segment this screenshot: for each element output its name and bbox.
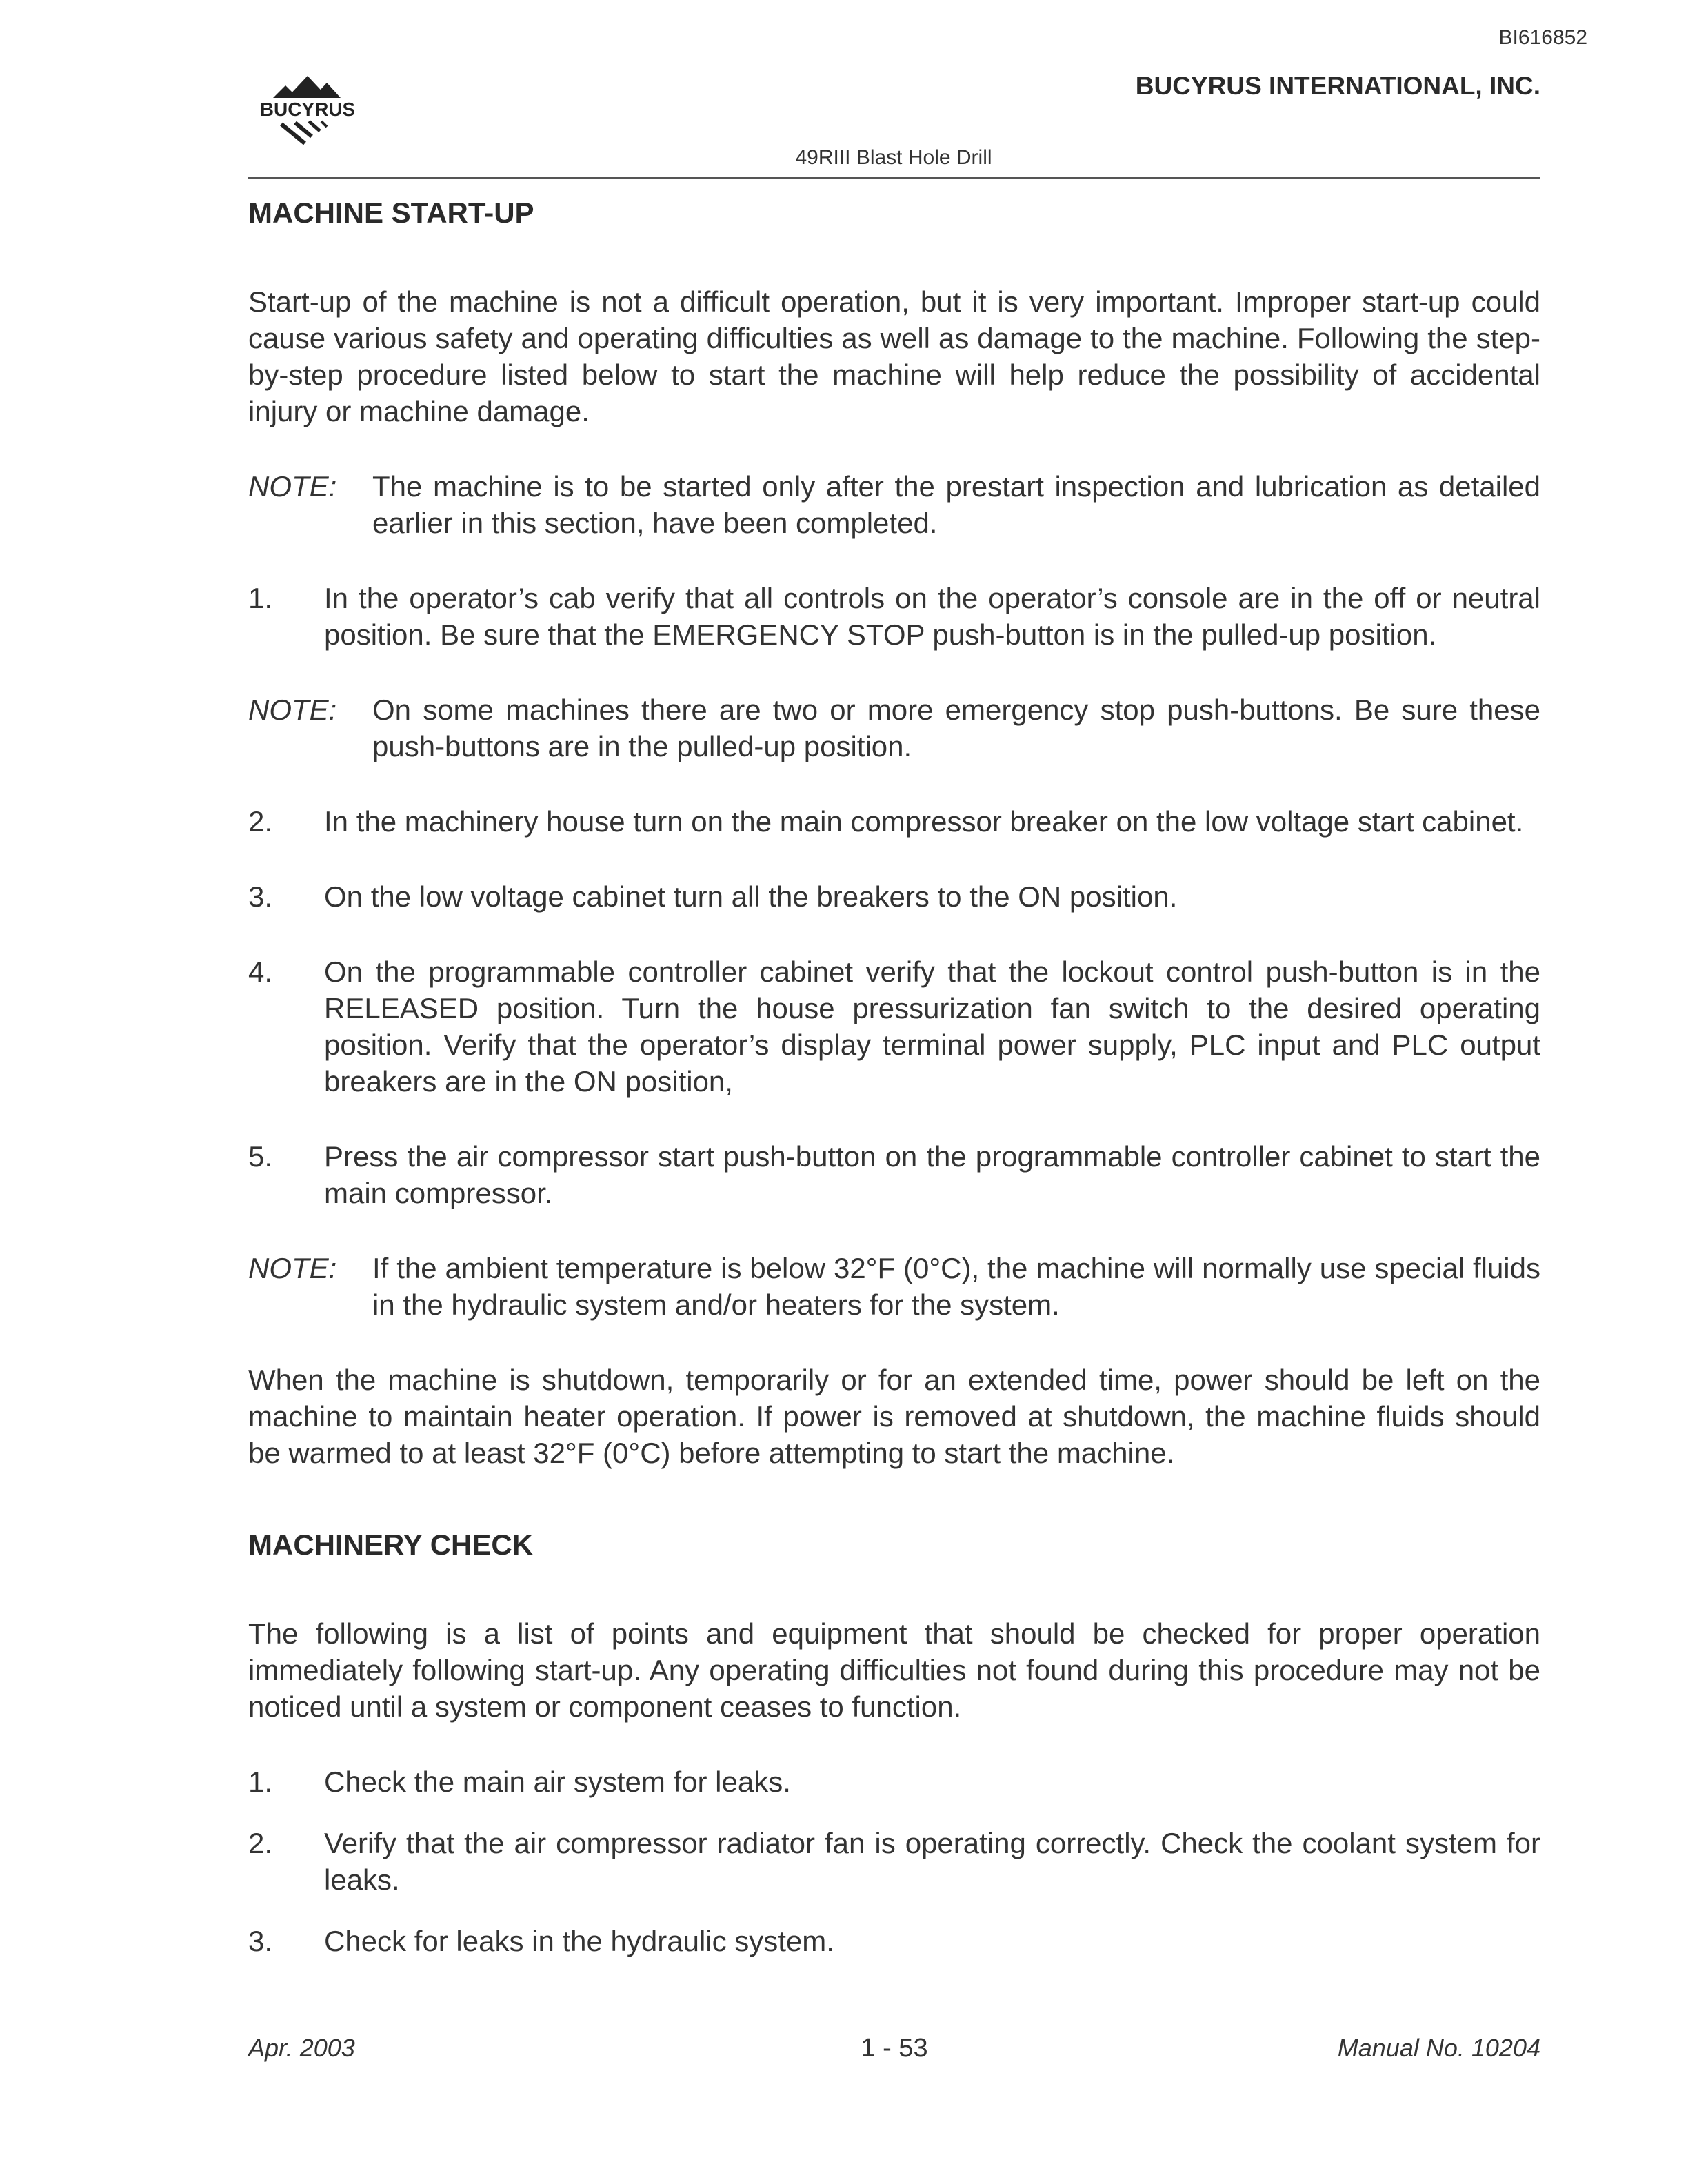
check-step-3 (248, 1923, 1540, 1959)
step-text: Check the main air system for leaks. (324, 1766, 791, 1798)
step-number: 5. (248, 1140, 273, 1173)
page-content (248, 194, 1540, 1959)
logo-text: BUCYRUS (259, 99, 356, 120)
section-title-startup: MACHINE START-UP (248, 196, 534, 229)
company-name: BUCYRUS INTERNATIONAL, INC. (1135, 72, 1540, 100)
check-step-2 (248, 1825, 1540, 1898)
step-text: Press the air compressor start push-button on the programmable controller cabinet to start the main compressor. (324, 1140, 1540, 1209)
startup-closing: When the machine is shutdown, temporarily or for an extended time, power should be left on the machine to maintain heater operation. If power is removed at shutdown, the machine fluids should be warmed to at least 32°F (0°C) before attempting to start the machine. (248, 1364, 1540, 1469)
step-number: 4. (248, 956, 273, 988)
bucyrus-logo (245, 72, 370, 149)
startup-step-2 (248, 803, 1540, 840)
startup-intro: Start-up of the machine is not a difficult operation, but it is very important. Improper start-up could cause various safety and operating difficulties as well as damage to the machine. Following the step-by-step procedure listed below to start the machine will help reduce the possibility of accidental injury or machine damage. (248, 285, 1540, 427)
step-text: In the operator’s cab verify that all controls on the operator’s console are in the off or neutral position. Be sure that the EMERGENCY STOP push-button is in the pulled-up position. (324, 582, 1540, 651)
note-prestart (248, 468, 1540, 541)
page-number: 1 - 53 (861, 2034, 928, 2063)
startup-step-5 (248, 1138, 1540, 1211)
step-text: Check for leaks in the hydraulic system. (324, 1925, 834, 1957)
step-number: 3. (248, 1925, 273, 1957)
manual-number: Manual No. 10204 (1337, 2034, 1540, 2062)
machinery-check-intro: The following is a list of points and equipment that should be checked for proper operation immediately following start-up. Any operating difficulties not found during this procedure may not be noticed until a system or component ceases to function. (248, 1617, 1540, 1723)
note-text: If the ambient temperature is below 32°F (0°C), the machine will normally use special fluids in the hydraulic system and/or heaters for the system. (372, 1252, 1540, 1321)
note-ambient-temperature (248, 1250, 1540, 1323)
startup-step-4 (248, 953, 1540, 1100)
note-text: The machine is to be started only after the prestart inspection and lubrication as detailed earlier in this section, have been completed. (372, 470, 1540, 539)
note-emergency-stops (248, 691, 1540, 765)
footer-date: Apr. 2003 (248, 2034, 355, 2062)
startup-step-3 (248, 878, 1540, 915)
note-text: On some machines there are two or more emergency stop push-buttons. Be sure these push-buttons are in the pulled-up position. (372, 694, 1540, 762)
step-text: On the low voltage cabinet turn all the breakers to the ON position. (324, 880, 1178, 913)
step-number: 1. (248, 1766, 273, 1798)
product-name: 49RIII Blast Hole Drill (795, 146, 992, 169)
step-number: 2. (248, 805, 273, 838)
document-id: BI616852 (1498, 26, 1587, 49)
step-number: 1. (248, 582, 273, 614)
page-footer (248, 2034, 1540, 2068)
section-title-machinery-check: MACHINERY CHECK (248, 1528, 534, 1561)
note-label: NOTE: (248, 470, 337, 503)
note-label: NOTE: (248, 694, 337, 726)
check-step-1 (248, 1763, 1540, 1800)
header-rule (248, 177, 1540, 179)
step-text: On the programmable controller cabinet verify that the lockout control push-button is in the RELEASED position. Turn the house pressurization fan switch to the desired operating position. Verify that the operator’s display terminal power supply, PLC input and PLC output breakers are in the ON position, (324, 956, 1540, 1098)
step-text: In the machinery house turn on the main compressor breaker on the low voltage start cabinet. (324, 805, 1524, 838)
step-text: Verify that the air compressor radiator fan is operating correctly. Check the coolant system for leaks. (324, 1827, 1540, 1896)
step-number: 2. (248, 1827, 273, 1859)
note-label: NOTE: (248, 1252, 337, 1284)
step-number: 3. (248, 880, 273, 913)
startup-step-1 (248, 580, 1540, 653)
